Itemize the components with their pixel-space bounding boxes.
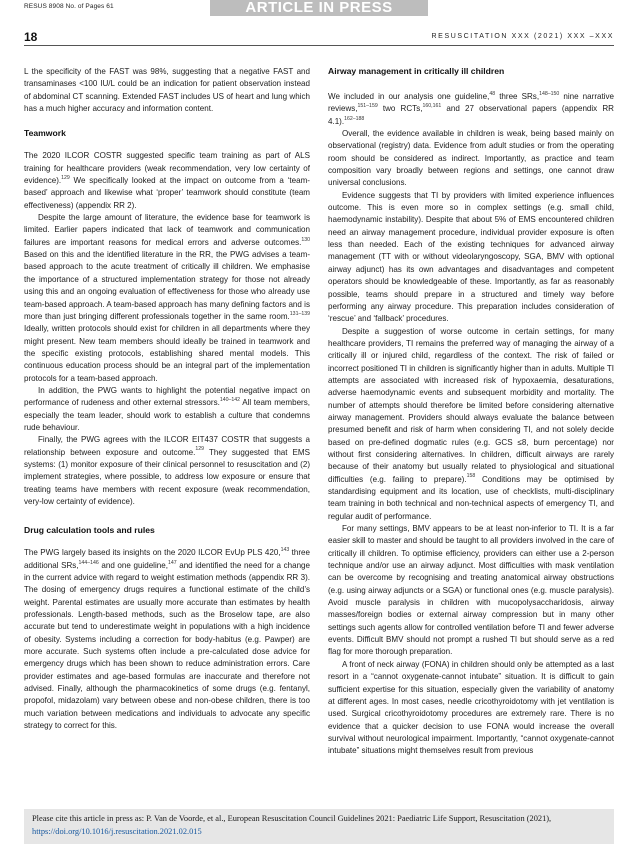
right-column xyxy=(328,66,614,758)
paragraph: The PWG largely based its insights on the 2020 ILCOR EvUp PLS 420,$^{143}$ three additional SRs,$^{144-146}$ and one guideline,$^{147}$ and identified the need for a change in the current advice with regard to weight estimation methods (appendix RR 3). The dosing of emergency drugs requires a functional estimate of the child’s weight. Parental estimates are usually more accurate than estimates by health professionals. Length-based methods, such as the Broselow tape, are also accurate but tend to underestimate weight in populations with a high incidence of obesity. Systems including a correction for body-habitus (e.g. Pawper) are more accurate. Such systems often include a pre-calculated dose advice for emergency drugs which has been shown to reduce administration errors. Care provider estimates and age-based formulas are inaccurate and therefore not advised. Finally, although the pharmacokinetics of some drugs (e.g. fentanyl, propofol, midazolam) vary between obese and non-obese children, there is too much variation between medications and individuals to advocate any specific strategy to correct for this. xyxy=(24,547,311,731)
left-column xyxy=(24,66,310,733)
section-heading-airway: Airway management in critically ill children xyxy=(328,66,505,76)
paragraph: The 2020 ILCOR COSTR suggested specific team training as part of ALS training for healthcare providers (weak recommendation, very low certainty of evidence).$^{129}$ We specifically looked at the impact on outcome from a ‘team-based’ approach and likewise what ‘proper’ teamwork should constitute (team effectiveness) (appendix RR 2). xyxy=(24,151,310,210)
citation[interactable]: 160,161 xyxy=(422,103,442,110)
citation[interactable]: 162–188 xyxy=(344,115,365,122)
paragraph: For many settings, BMV appears to be at least non-inferior to TI. It is a far easier skill to master and should be taught to all providers involved in the care of critically ill children. To optimise efficiency, providers can either use a 2-person technique and/or use an airway adjunct. Most difficulties with mask ventilation can be overcome by recognising and treating anatomical airway obstructions (e.g. using airway adjuncts or a SGA) or functional ones (e.g. muscle paralysis). Avoid muscle paralysis in children with mucopolysaccharidosis, airway masses/foreign bodies or external airway compression but in many other settings such agents allow for controlled ventilation before TI and fewer adverse events. Difficult BMV should not prompt a rushed TI but should serve as a red flag for more thorough preparation. xyxy=(328,524,614,657)
section-heading-drug-calculation: Drug calculation tools and rules xyxy=(24,525,155,536)
paragraph: Despite a suggestion of worse outcome in certain settings, for many healthcare providers, TI remains the preferred way of managing the airway of a critically ill or injured child, regardless of the context. The risk of failed or incorrect positioned TI in children is significantly higher than in adults. Multiple TI attempts are associated with increased risk of hypoxaemia, desaturations, adverse haemodynamic events and subsequent morbidity and mortality. The number of attempts should therefore be limited before considering alternative airway management. Providers should always evaluate the balance between presumed benefit and risk of harm when considering TI, and not solely decide based on pre-defined dogmatic rules (e.g. GCS ≤8, burn percentage) nor without first considering alternatives. In children, difficult airways are rarely because of their anatomy but usually related to physiological and situational difficulties (e.g. failing to prepare).$^{158}$ Conditions may be optimised by standardising equipment and its location, use of checklists, multi-disciplinary team training in both technical and non-technical aspects of emergency TI, and regular audit of performance. xyxy=(328,326,614,521)
citation[interactable]: 140–142 xyxy=(219,397,241,404)
section-heading-teamwork: Teamwork xyxy=(24,128,66,139)
citation[interactable]: 130 xyxy=(301,236,310,243)
paragraph: We included in our analysis one guideline,$^{48}$ three SRs,$^{148-150}$ nine narrative reviews,$^{151-159}$ two RCTs,$^{160,161}$ and 27 observational papers (appendix RR 4.1).$^{162-188}$ xyxy=(328,90,614,126)
header-divider xyxy=(24,45,614,46)
citation[interactable]: 143 xyxy=(280,547,290,554)
page-number: 18 xyxy=(24,30,38,44)
paragraph: Overall, the evidence available in children is weak, being based mainly on observational (registry) data. Evidence from adult studies or from the operating room should be considered as indirect. Importantly, as practice and team composition vary broadly between regions and settings, one cannot draw universal conclusions. xyxy=(328,129,614,188)
paragraph: Finally, the PWG agrees with the ILCOR EIT437 COSTR that suggests a relationship between exposure and outcome.$^{129}$ They suggested that EMS systems: (1) monitor exposure of their clinical personnel to resuscitation and (2) implement strategies, where possible, to address low exposure or ensure that treating teams have members with recent exposure (weak recommendation, very-low certainty of evidence). xyxy=(24,435,310,506)
citation-footer xyxy=(24,809,614,844)
citation[interactable]: 151–159 xyxy=(357,103,378,110)
citation[interactable]: 129 xyxy=(61,174,70,181)
paragraph: L the specificity of the FAST was 98%, suggesting that a negative FAST and transaminases <100 IU/L could be an indication for patient observation instead of abdominal CT scanning. Extended FAST includes US of heart and lung which has a much higher accuracy and information content. xyxy=(24,67,310,114)
paragraph: Evidence suggests that TI by providers with limited experience influences outcome. This is even more so in complex settings (e.g. small child, haemodynamic instability). Despite that about 5% of EMS encountered children need an airway management procedure, individual provider exposure is often less than needed. Each of the existing techniques for advanced airway management (TT with or without videolaryngoscopy, SGA, BMV with optional airway adjunct) has its own advantages and disadvantages and competent operators should be knowledgeable of these. Importantly, as far as reasonably possible, teams should prepare in a structured and timely way before performing any airway procedure. This preparation includes consideration of ‘rescue’ and ‘fallback’ procedures. xyxy=(328,190,614,324)
paragraph: A front of neck airway (FONA) in children should only be attempted as a last resort in a “cannot oxygenate-cannot intubate” situation. It is difficult to gain sufficient expertise for this situation, especially given the variability of anatomy at different ages. In most cases, needle cricothyroidotomy with jet ventilation is used. Surgical cricothyroidotomy procedures are extremely rare. There is no evidence that a quicker decision to use FONA would increase the overall survival without neurological impairment. Importantly, “cannot oxygenate-cannot intubate” situations might themselves result from previous xyxy=(328,659,614,756)
article-in-press-banner: ARTICLE IN PRESS xyxy=(210,0,428,16)
citation[interactable]: 147 xyxy=(167,559,177,566)
citation[interactable]: 144–146 xyxy=(78,559,99,566)
citation[interactable]: 48 xyxy=(489,90,496,97)
doi-link[interactable]: https://doi.org/10.1016/j.resuscitation.2021.02.015 xyxy=(32,826,202,836)
citation-text: Please cite this article in press as: P. Van de Voorde, et al., European Resuscitation Council Guidelines 2021: Paediatric Life Support, Resuscitation (2021), xyxy=(32,814,552,823)
citation[interactable]: 131–139 xyxy=(289,310,310,317)
paragraph: Despite the large amount of literature, the evidence base for teamwork is limited. Earlier papers indicated that lack of teamwork and communication failures are important reasons for medical errors and adverse outcomes.$^{130}$ Based on this and the identified literature in the RR, the PWG advises a team-based approach to the acute treatment of critically ill children. We emphasise the importance of a structured implementation strategy for those not already using this and an ongoing evaluation of effectiveness for those who already use team-based approach. A team-based approach has many defining factors and is more than just bringing different professionals together in the same room.$^{131-139}$ Ideally, written protocols should exist for children in all departments where they might present. New team members should ideally be trained in teamwork and the specific existing protocols, establishing shared mental models. This continuous education process should be an integral part of the implementation protocols for a team-based approach. xyxy=(24,213,310,383)
citation[interactable]: 158 xyxy=(466,473,476,480)
manuscript-id: RESUS 8908 No. of Pages 61 xyxy=(24,3,114,10)
journal-running-head: RESUSCITATION XXX (2021) XXX –XXX xyxy=(431,33,614,40)
citation[interactable]: 129 xyxy=(195,446,205,453)
citation[interactable]: 148–150 xyxy=(539,90,560,97)
paragraph: In addition, the PWG wants to highlight the potential negative impact on performance of rudeness and other external stressors.$^{140-142}$ All team members, especially the team leader, should work to establish a culture that condemns rude behaviour. xyxy=(24,385,310,432)
